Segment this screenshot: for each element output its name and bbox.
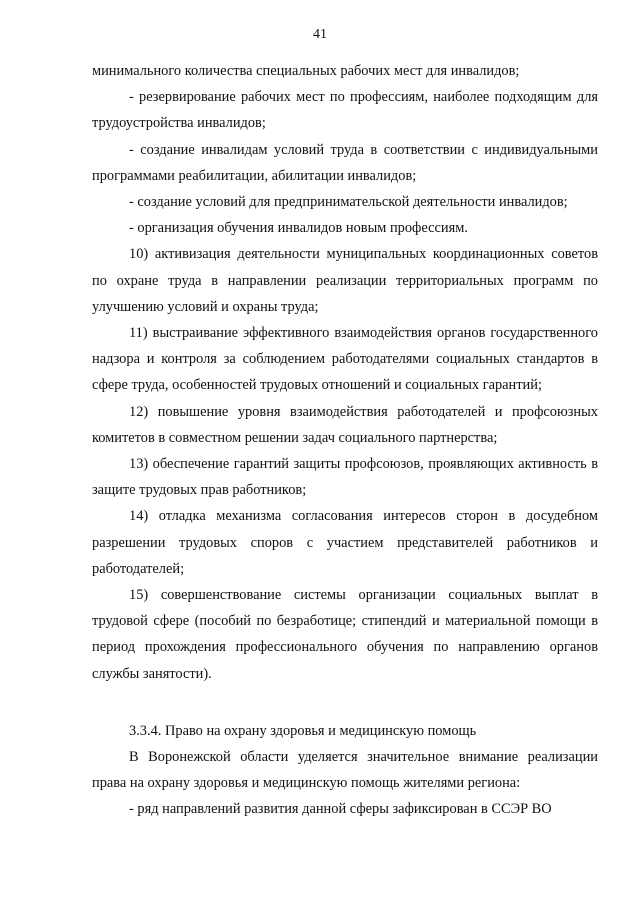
list-item-reserving-jobs: - резервирование рабочих мест по профессиям, наиболее подходящим для трудоустройства инвалидов;	[92, 89, 598, 132]
numbered-item-15: 15) совершенствование системы организации социальных выплат в трудовой сфере (пособий по безработице; стипендий и материальной помощи в период прохождения профессионального обучения по направлению органов службы занятости).	[92, 587, 598, 682]
numbered-item-12: 12) повышение уровня взаимодействия работодателей и профсоюзных комитетов в совместном решении задач социального партнерства;	[92, 403, 598, 446]
numbered-item-11: 11) выстраивание эффективного взаимодействия органов государственного надзора и контроля за соблюдением работодателями социальных стандартов в сфере труда, особенностей трудовых отношений и социальных гарантий;	[92, 325, 598, 394]
paragraph-continuation: минимального количества специальных рабочих мест для инвалидов;	[92, 63, 520, 79]
list-item-entrepreneurship: - создание условий для предпринимательской деятельности инвалидов;	[129, 194, 568, 211]
section-spacer	[92, 687, 598, 718]
list-item-training: - организация обучения инвалидов новым профессиям.	[129, 220, 468, 237]
numbered-item-13: 13) обеспечение гарантий защиты профсоюзов, проявляющих активность в защите трудовых прав работников;	[92, 456, 598, 499]
page-number: 41	[313, 27, 327, 42]
list-item-working-conditions: - создание инвалидам условий труда в соответствии с индивидуальными программами реабилитации, абилитации инвалидов;	[92, 141, 598, 184]
numbered-item-10: 10) активизация деятельности муниципальных координационных советов по охране труда в направлении реализации территориальных программ по улучшению условий и охраны труда;	[92, 246, 598, 315]
numbered-item-14: 14) отладка механизма согласования интересов сторон в досудебном разрешении трудовых споров с участием представителей работников и работодателей;	[92, 508, 598, 577]
section-list-item-ssar: - ряд направлений развития данной сферы зафиксирован в ССЭР ВО	[129, 801, 552, 818]
section-heading: 3.3.4. Право на охрану здоровья и медицинскую помощь	[129, 722, 477, 739]
section-paragraph-intro: В Воронежской области уделяется значительное внимание реализации права на охрану здоровья и медицинскую помощь жителями региона:	[92, 749, 598, 792]
document-body	[92, 58, 598, 823]
